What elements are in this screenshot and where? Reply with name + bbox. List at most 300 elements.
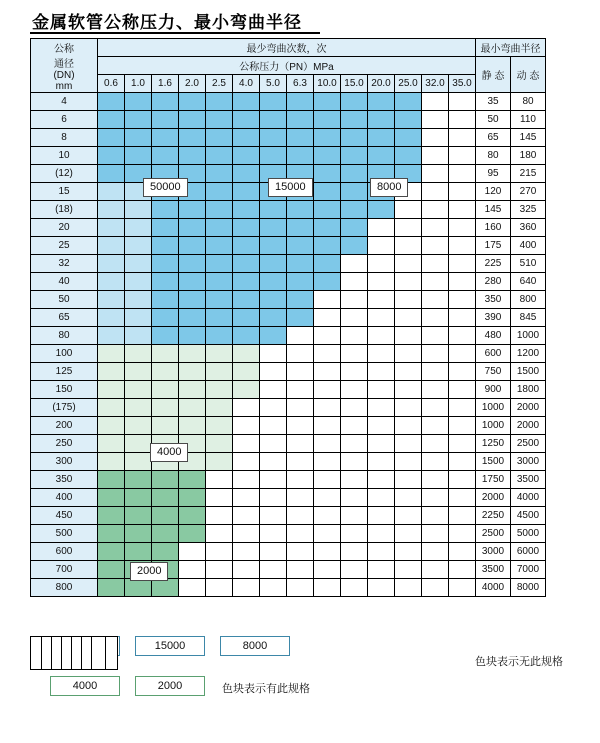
grid-cell: [314, 345, 341, 363]
grid-cell: [395, 237, 422, 255]
grid-cell: [152, 291, 179, 309]
grid-cell: [233, 219, 260, 237]
radius-static-value: 1500: [476, 453, 511, 471]
radius-static-value: 145: [476, 201, 511, 219]
radius-static-value: 80: [476, 147, 511, 165]
grid-cell: [422, 345, 449, 363]
dn-value: (175): [31, 399, 98, 417]
grid-cell: [368, 201, 395, 219]
grid-cell: [260, 489, 287, 507]
grid-cell: [98, 237, 125, 255]
grid-cell: [395, 345, 422, 363]
grid-cell: [449, 381, 476, 399]
callout-4000: 4000: [150, 443, 188, 462]
grid-cell: [233, 489, 260, 507]
grid-cell: [152, 363, 179, 381]
grid-cell: [179, 129, 206, 147]
grid-cell: [125, 435, 152, 453]
grid-cell: [314, 399, 341, 417]
grid-cell: [125, 273, 152, 291]
grid-cell: [233, 561, 260, 579]
grid-cell: [341, 93, 368, 111]
legend-note-has-spec: 色块表示有此规格: [222, 683, 310, 695]
grid-cell: [98, 129, 125, 147]
grid-cell: [287, 579, 314, 597]
grid-cell: [125, 93, 152, 111]
radius-dynamic-value: 400: [511, 237, 546, 255]
grid-cell: [125, 309, 152, 327]
grid-cell: [368, 93, 395, 111]
grid-cell: [260, 147, 287, 165]
grid-cell: [449, 525, 476, 543]
dn-value: 250: [31, 435, 98, 453]
grid-cell: [368, 291, 395, 309]
grid-cell: [341, 435, 368, 453]
table-body: [31, 93, 546, 597]
dn-value: 800: [31, 579, 98, 597]
radius-dynamic-value: 3500: [511, 471, 546, 489]
grid-cell: [449, 291, 476, 309]
radius-static-value: 160: [476, 219, 511, 237]
grid-cell: [206, 543, 233, 561]
table-row: [31, 255, 546, 273]
grid-cell: [341, 399, 368, 417]
grid-cell: [368, 435, 395, 453]
grid-cell: [233, 579, 260, 597]
grid-cell: [98, 111, 125, 129]
grid-cell: [98, 327, 125, 345]
grid-cell: [179, 507, 206, 525]
radius-static-header: 静 态: [476, 57, 511, 93]
radius-static-value: 280: [476, 273, 511, 291]
grid-cell: [206, 579, 233, 597]
grid-cell: [422, 561, 449, 579]
radius-static-value: 1000: [476, 399, 511, 417]
table-row: [31, 525, 546, 543]
grid-cell: [260, 345, 287, 363]
pn-header-2: 1.6: [152, 75, 179, 93]
grid-cell: [287, 273, 314, 291]
grid-cell: [98, 435, 125, 453]
grid-cell: [449, 237, 476, 255]
grid-cell: [260, 525, 287, 543]
grid-cell: [422, 525, 449, 543]
grid-cell: [314, 201, 341, 219]
bend-count-header: 最少弯曲次数，次: [98, 39, 476, 57]
grid-cell: [260, 201, 287, 219]
grid-cell: [152, 489, 179, 507]
grid-cell: [98, 399, 125, 417]
pn-header-11: 25.0: [395, 75, 422, 93]
grid-cell: [422, 255, 449, 273]
grid-cell: [233, 237, 260, 255]
grid-cell: [449, 129, 476, 147]
grid-cell: [449, 543, 476, 561]
grid-cell: [125, 201, 152, 219]
grid-cell: [314, 327, 341, 345]
grid-cell: [179, 579, 206, 597]
grid-cell: [422, 363, 449, 381]
grid-cell: [314, 363, 341, 381]
grid-cell: [233, 147, 260, 165]
grid-cell: [422, 129, 449, 147]
grid-cell: [368, 543, 395, 561]
bend-radius-header: 最小弯曲半径: [476, 39, 546, 57]
pn-header-8: 10.0: [314, 75, 341, 93]
grid-cell: [395, 399, 422, 417]
table-row: [31, 489, 546, 507]
grid-cell: [449, 363, 476, 381]
grid-cell: [422, 219, 449, 237]
legend-note-no-spec: 色块表示无此规格: [475, 656, 563, 668]
grid-cell: [98, 363, 125, 381]
grid-cell: [260, 93, 287, 111]
grid-cell: [449, 309, 476, 327]
grid-cell: [395, 129, 422, 147]
grid-cell: [152, 471, 179, 489]
grid-cell: [152, 525, 179, 543]
nominal-pressure-header: 公称压力（PN）MPa: [98, 57, 476, 75]
dn-value: 700: [31, 561, 98, 579]
grid-cell: [341, 561, 368, 579]
spec-table: [30, 38, 546, 597]
table-row: [31, 435, 546, 453]
dn-header-line2: 通径: [54, 58, 74, 70]
grid-cell: [206, 147, 233, 165]
grid-cell: [233, 273, 260, 291]
grid-cell: [206, 219, 233, 237]
grid-cell: [287, 489, 314, 507]
radius-dynamic-value: 2000: [511, 417, 546, 435]
grid-cell: [152, 417, 179, 435]
grid-cell: [449, 147, 476, 165]
grid-cell: [206, 345, 233, 363]
grid-cell: [287, 561, 314, 579]
grid-cell: [422, 543, 449, 561]
grid-cell: [179, 489, 206, 507]
title-underline: [30, 32, 320, 34]
grid-cell: [314, 561, 341, 579]
grid-cell: [260, 273, 287, 291]
radius-dynamic-value: 110: [511, 111, 546, 129]
grid-cell: [341, 129, 368, 147]
grid-cell: [368, 453, 395, 471]
grid-cell: [422, 471, 449, 489]
dn-header-line1: 公称: [54, 43, 74, 55]
grid-cell: [341, 453, 368, 471]
table-row: [31, 129, 546, 147]
radius-dynamic-value: 270: [511, 183, 546, 201]
grid-cell: [341, 381, 368, 399]
grid-cell: [179, 525, 206, 543]
grid-cell: [422, 579, 449, 597]
grid-cell: [179, 219, 206, 237]
radius-dynamic-value: 5000: [511, 525, 546, 543]
dn-value: 350: [31, 471, 98, 489]
grid-cell: [368, 381, 395, 399]
grid-cell: [98, 165, 125, 183]
grid-cell: [98, 291, 125, 309]
grid-cell: [233, 417, 260, 435]
grid-cell: [287, 399, 314, 417]
grid-cell: [179, 471, 206, 489]
radius-static-value: 2500: [476, 525, 511, 543]
grid-cell: [422, 111, 449, 129]
grid-cell: [422, 453, 449, 471]
grid-cell: [233, 525, 260, 543]
radius-static-value: 1000: [476, 417, 511, 435]
grid-cell: [314, 165, 341, 183]
grid-cell: [422, 507, 449, 525]
table-row: [31, 453, 546, 471]
grid-cell: [98, 507, 125, 525]
grid-cell: [341, 363, 368, 381]
pn-header-1: 1.0: [125, 75, 152, 93]
radius-dynamic-value: 1000: [511, 327, 546, 345]
radius-static-value: 3000: [476, 543, 511, 561]
grid-cell: [422, 273, 449, 291]
radius-dynamic-value: 6000: [511, 543, 546, 561]
dn-value: 15: [31, 183, 98, 201]
callout-2000: 2000: [130, 562, 168, 581]
radius-dynamic-value: 360: [511, 219, 546, 237]
grid-cell: [341, 165, 368, 183]
dn-value: 6: [31, 111, 98, 129]
dn-value: 32: [31, 255, 98, 273]
grid-cell: [152, 579, 179, 597]
grid-cell: [206, 399, 233, 417]
grid-cell: [287, 417, 314, 435]
grid-cell: [395, 543, 422, 561]
table-row: [31, 471, 546, 489]
grid-cell: [125, 129, 152, 147]
grid-cell: [395, 255, 422, 273]
grid-cell: [395, 219, 422, 237]
grid-cell: [395, 579, 422, 597]
grid-cell: [125, 417, 152, 435]
grid-cell: [314, 309, 341, 327]
header-row-1: [31, 39, 546, 57]
grid-cell: [233, 543, 260, 561]
grid-cell: [395, 435, 422, 453]
radius-static-value: 750: [476, 363, 511, 381]
grid-cell: [152, 381, 179, 399]
dn-value: (18): [31, 201, 98, 219]
grid-cell: [98, 183, 125, 201]
table-row: [31, 363, 546, 381]
pn-header-3: 2.0: [179, 75, 206, 93]
grid-cell: [98, 309, 125, 327]
grid-cell: [422, 399, 449, 417]
grid-cell: [287, 435, 314, 453]
grid-cell: [233, 453, 260, 471]
grid-cell: [368, 147, 395, 165]
grid-cell: [422, 183, 449, 201]
grid-cell: [206, 111, 233, 129]
grid-cell: [125, 507, 152, 525]
grid-cell: [125, 579, 152, 597]
grid-cell: [422, 309, 449, 327]
legend-swatch-15000: 15000: [135, 636, 205, 656]
grid-cell: [287, 219, 314, 237]
grid-cell: [287, 453, 314, 471]
grid-cell: [260, 255, 287, 273]
pn-header-0: 0.6: [98, 75, 125, 93]
grid-cell: [233, 309, 260, 327]
grid-cell: [395, 453, 422, 471]
grid-cell: [314, 381, 341, 399]
grid-cell: [314, 417, 341, 435]
grid-cell: [341, 525, 368, 543]
grid-cell: [341, 201, 368, 219]
grid-cell: [233, 507, 260, 525]
grid-cell: [422, 327, 449, 345]
grid-cell: [314, 183, 341, 201]
grid-cell: [449, 111, 476, 129]
grid-cell: [206, 237, 233, 255]
grid-cell: [314, 471, 341, 489]
grid-cell: [98, 93, 125, 111]
legend-swatch-4000: 4000: [50, 676, 120, 696]
grid-cell: [314, 543, 341, 561]
grid-cell: [287, 255, 314, 273]
grid-cell: [179, 309, 206, 327]
dn-value: 300: [31, 453, 98, 471]
grid-cell: [98, 579, 125, 597]
grid-cell: [422, 435, 449, 453]
table-row: [31, 381, 546, 399]
dn-value: 80: [31, 327, 98, 345]
grid-cell: [287, 543, 314, 561]
grid-cell: [314, 255, 341, 273]
radius-dynamic-value: 2000: [511, 399, 546, 417]
grid-cell: [368, 579, 395, 597]
grid-cell: [341, 147, 368, 165]
grid-cell: [395, 363, 422, 381]
grid-cell: [260, 579, 287, 597]
grid-cell: [395, 291, 422, 309]
grid-cell: [206, 129, 233, 147]
radius-dynamic-value: 3000: [511, 453, 546, 471]
grid-cell: [260, 471, 287, 489]
grid-cell: [125, 381, 152, 399]
grid-cell: [314, 525, 341, 543]
grid-cell: [260, 399, 287, 417]
table-row: [31, 273, 546, 291]
grid-cell: [152, 327, 179, 345]
header-row-2: [31, 57, 546, 75]
grid-cell: [179, 417, 206, 435]
grid-cell: [233, 363, 260, 381]
table-row: [31, 309, 546, 327]
table-row: [31, 561, 546, 579]
grid-cell: [422, 201, 449, 219]
grid-cell: [341, 273, 368, 291]
grid-cell: [368, 309, 395, 327]
grid-cell: [368, 255, 395, 273]
dn-value: 50: [31, 291, 98, 309]
grid-cell: [341, 417, 368, 435]
grid-cell: [368, 363, 395, 381]
grid-cell: [98, 543, 125, 561]
grid-cell: [125, 363, 152, 381]
page-title: 金属软管公称压力、最小弯曲半径: [32, 13, 302, 32]
grid-cell: [260, 507, 287, 525]
grid-cell: [206, 363, 233, 381]
radius-static-value: 480: [476, 327, 511, 345]
grid-cell: [422, 381, 449, 399]
grid-cell: [152, 129, 179, 147]
radius-static-value: 600: [476, 345, 511, 363]
dn-value: (12): [31, 165, 98, 183]
grid-cell: [449, 561, 476, 579]
table-row: [31, 417, 546, 435]
grid-cell: [125, 543, 152, 561]
grid-cell: [287, 201, 314, 219]
grid-cell: [98, 417, 125, 435]
table-row: [31, 543, 546, 561]
grid-cell: [287, 237, 314, 255]
dn-value: 65: [31, 309, 98, 327]
grid-cell: [152, 111, 179, 129]
grid-cell: [98, 219, 125, 237]
dn-header-cell: [31, 39, 98, 93]
radius-static-value: 390: [476, 309, 511, 327]
grid-cell: [260, 363, 287, 381]
grid-cell: [260, 417, 287, 435]
grid-cell: [179, 237, 206, 255]
table-row: [31, 345, 546, 363]
grid-cell: [125, 471, 152, 489]
grid-cell: [368, 327, 395, 345]
grid-cell: [260, 327, 287, 345]
grid-cell: [449, 345, 476, 363]
grid-cell: [341, 219, 368, 237]
grid-cell: [179, 363, 206, 381]
radius-static-value: 65: [476, 129, 511, 147]
table-row: [31, 93, 546, 111]
grid-cell: [395, 489, 422, 507]
grid-cell: [233, 471, 260, 489]
radius-dynamic-value: 800: [511, 291, 546, 309]
dn-header-line3: (DN): [53, 69, 75, 81]
grid-cell: [341, 471, 368, 489]
radius-dynamic-value: 1500: [511, 363, 546, 381]
radius-static-value: 900: [476, 381, 511, 399]
grid-cell: [206, 255, 233, 273]
grid-cell: [287, 507, 314, 525]
grid-cell: [260, 381, 287, 399]
grid-cell: [152, 237, 179, 255]
grid-cell: [449, 435, 476, 453]
grid-cell: [449, 471, 476, 489]
pn-header-10: 20.0: [368, 75, 395, 93]
grid-cell: [260, 435, 287, 453]
grid-cell: [260, 111, 287, 129]
grid-cell: [233, 165, 260, 183]
grid-cell: [98, 453, 125, 471]
grid-cell: [179, 399, 206, 417]
grid-cell: [125, 147, 152, 165]
grid-cell: [314, 273, 341, 291]
table-row: [31, 219, 546, 237]
legend-empty-grid: [30, 636, 118, 670]
grid-cell: [449, 579, 476, 597]
grid-cell: [422, 93, 449, 111]
callout-15000: 15000: [268, 178, 313, 197]
grid-cell: [341, 579, 368, 597]
grid-cell: [179, 345, 206, 363]
